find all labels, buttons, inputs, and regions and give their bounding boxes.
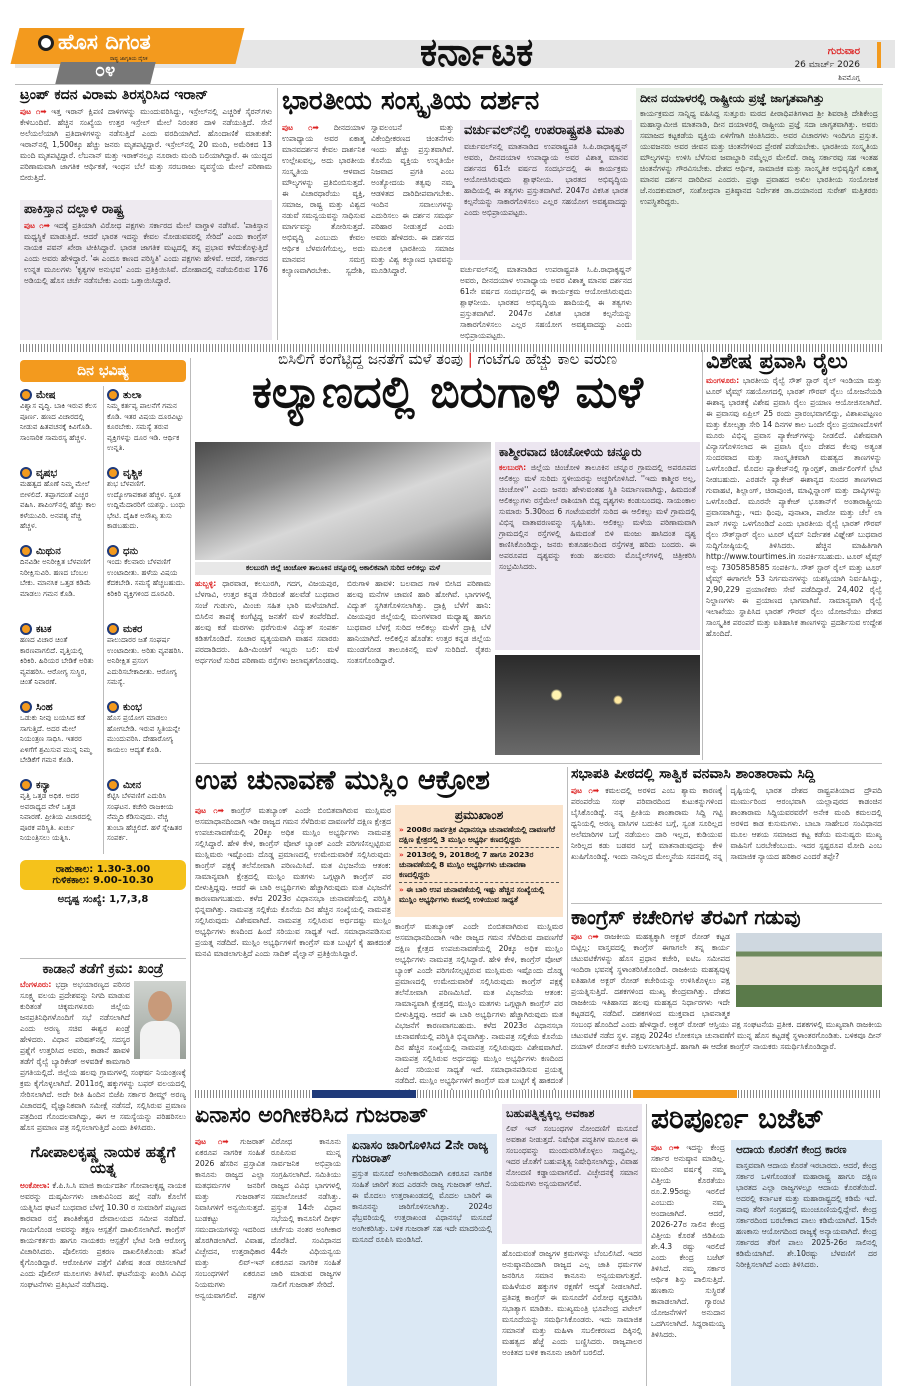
horoscope-sign (107, 542, 186, 620)
article-congress-office (571, 907, 882, 1085)
article-body-continued: ವರ್ಚುವಲ್‌ನಲ್ಲಿ ಮಾತನಾಡಿದ ಉಪರಾಷ್ಟ್ರಪತಿ ಸಿ.ಪಿ.ರಾಧಾಕೃಷ್ಣನ್ ಅವರು, ದೀನದಯಾಳ ಉಪಾಧ್ಯಾಯ ಅವರ ವಿಶಾತ್ಮ ಮಾನವ ದರ್ಶನದ 61ನೇ ವರ್ಷದ ಸಂದರ್ಭದಲ್ಲಿ ಈ ಕಾರ್ಯಕ್ರಮ ಆಯೋಜಿಸಿರುವುದು ಶ್ಲಾಘನೀಯ. ಭಾರತದ ಅಭಿವೃದ್ಧಿಯ ಹಾದಿಯಲ್ಲಿ ಈ ತತ್ವಗಳು ಪ್ರಸ್ತುತವಾಗಿವೆ. 2047ರ ವಿಕಸಿತ ಭಾರತ ಕಲ್ಪನೆಯನ್ನು ಸಾಕಾರಗೊಳಿಸಲು ಎಲ್ಲರ ಸಹಯೋಗ ಅವಶ್ಯವಾದದ್ದು ಎಂದು ಅಭಿಪ್ರಾಯಪಟ್ಟರು. (460, 265, 632, 340)
sidebar-box-revenue-deficit (731, 1140, 882, 1386)
dateline: ಪುಟ ೧➡ (195, 1137, 229, 1146)
article-bharatiya-samskriti (282, 88, 632, 340)
horoscope-sign (20, 386, 99, 464)
zodiac-icon (107, 701, 119, 713)
zodiac-icon (20, 701, 32, 713)
headline[interactable]: ಏನಾಸಂ ಅಂಗೀಕರಿಸಿದ ಗುಜರಾತ್ (195, 1103, 428, 1128)
headline[interactable]: ಪಾಕಿಸ್ತಾನ ದಲ್ಲಾಳಿ ರಾಷ್ಟ್ರ (24, 202, 124, 217)
highlights-box (395, 805, 563, 917)
article-body: ಕಾರ್ಯಕ್ರಮದ ಸಾನ್ನಿಧ್ಯ ವಹಿಸಿದ್ದ ಸುತ್ತೂರು ಮಠದ ಪೀಠಾಧಿಪತಿಗಳಾದ ಶ್ರೀ ಶಿವರಾತ್ರಿ ದೇಶಿಕೇಂದ್ರ ಮಹಾಸ್ವಾಮೀಜಿ ಮಾತನಾಡಿ, ದೀನ ದಯಾಳರಲ್ಲಿ ರಾಷ್ಟ್ರೀಯ ಪ್ರಜ್ಞೆ ಸದಾ ಜಾಗೃತವಾಗಿತ್ತು. ಅವರು ಸಮಾಜದ ಕಟ್ಟಕಡೆಯ ವ್ಯಕ್ತಿಯ ಏಳಿಗೆಗಾಗಿ ಚಿಂತಿಸಿದರು. ಅವರ ವಿಚಾರಗಳು ಇಂದಿಗೂ ಪ್ರಸ್ತುತ. ಯುವಜನರು ಅವರ ಜೀವನ ಮತ್ತು ಚಿಂತನೆಗಳಿಂದ ಪ್ರೇರಣೆ ಪಡೆಯಬೇಕು. ಭಾರತೀಯ ಸಂಸ್ಕೃತಿಯ ಮೌಲ್ಯಗಳನ್ನು ಉಳಿಸಿ ಬೆಳೆಸುವ ಜವಾಬ್ದಾರಿ ನಮ್ಮೆಲ್ಲರ ಮೇಲಿದೆ. ರಾಜ್ಯ ಸರ್ಕಾರವು ಸಹ ಇಂತಹ ಚಿಂತನೆಗಳನ್ನು ಗೌರವಿಸಬೇಕು. ದೇಶದ ಆರ್ಥಿಕ, ಸಾಮಾಜಿಕ ಮತ್ತು ಸಾಂಸ್ಕೃತಿಕ ಅಭಿವೃದ್ಧಿಗೆ ಏಕಾತ್ಮ ಮಾನವ ದರ್ಶನ ದಾರಿದೀಪ ಎಂದರು. ಪ್ರಜ್ಞಾ ಪ್ರವಾಹದ ಅಖಿಲ ಭಾರತೀಯ ಸಂಯೋಜಕ ಜೆ.ನಂದಕುಮಾರ್, ಸಂಶೋಧನಾ ಪ್ರತಿಷ್ಠಾನದ ನಿರ್ದೇಶಕ ಡಾ.ದಯಾನಂದ ಸುರೇಶ್ ಮತ್ತಿತರರು ಉಪಸ್ಥಿತರಿದ್ದರು. (640, 109, 878, 207)
lucky-number-label: ಅದೃಷ್ಟ ಸಂಖ್ಯೆ: (57, 894, 106, 905)
box-body: ಲಿವ್ ಇನ್ ಸಂಬಂಧಗಳ ನೋಂದಣಿಗೆ ಮಸೂದೆ ಅವಕಾಶ ನೀಡುತ್ತದೆ. ನಿಷೇಧಿತ ಪದ್ಧತಿಗಳ ಮೂಲಕ ಈ ಸಂಬಂಧವನ್ನು ಮುಂದುವರಿಸಿಕೊಳ್ಳಲು ಸಾಧ್ಯವಿಲ್ಲ. ಇದರ ಜೊತೆಗೆ ಬಹುಪತ್ನಿತ್ವ ನಿಷೇಧಿಸಲಾಗಿದ್ದು, ವಿವಾಹ ನೋಂದಣಿ ಕಡ್ಡಾಯವಾಗಲಿದೆ. ವಿಚ್ಛೇದನಕ್ಕೆ ಸಮಾನ ನಿಯಮಗಳು ಅನ್ವಯವಾಗಲಿವೆ. (506, 1123, 638, 1188)
rahukala-value: 1.30-3.00 (96, 864, 151, 875)
horoscope-sign (20, 620, 99, 698)
article-body: ಇದನ್ನು ಕೇಂದ್ರ ಸರ್ಕಾರ ಅನುಷ್ಠಾನ ಮಾಡಿಲ್ಲ. ಮುಂದಿನ ವರ್ಷಕ್ಕೆ ನಮ್ಮ ವಿತ್ತೀಯ ಕೊರತೆಯು ರೂ.2.95ರಷ್ಟು ಇರಲಿದೆ ಎಂಬುದು ನಮ್ಮ ಅಂದಾಜಾಗಿದೆ. ಆದರೆ, 2026-27ರ ಸಾಲಿನ ಕೇಂದ್ರ ವಿತ್ತೀಯ ಕೊರತೆ ಜಿಡಿಪಿಯ ಶೇ.4.3 ರಷ್ಟು ಇರಲಿದೆ ಎಂದು ಕೇಂದ್ರ ಬಜೆಟ್ ತಿಳಿಸಿದೆ. ನಮ್ಮ ಸರ್ಕಾರ ಆರ್ಥಿಕ ಶಿಸ್ತು ಪಾಲಿಸುತ್ತಿದೆ. ಹಣಕಾಸು ಸುಸ್ಥಿರತೆ ಕಾಪಾಡಲಾಗಿದೆ. ಗ್ಯಾರಂಟಿ ಯೋಜನೆಗಳಿಗೆ ಅನುದಾನ ಒದಗಿಸಲಾಗಿದೆ. ಸಿದ್ದರಾಮಯ್ಯ ತಿಳಿಸಿದರು. (651, 1143, 726, 1339)
sign-prediction: ಒಡುಕು ನೀವು ಬಯಸಿದ ಕಡೆ ಸಾಗುತ್ತಿದೆ. ಅದರ ಮೇಲೆ ನಿಯಂತ್ರಣ ಸಾಧಿಸಿ. ಇತರರ ಏಳಿಗೆಗೆ ಶ್ರಮಿಸುವ ಮುನ್ನ ನಿಮ್ಮ ಬೇಡಿಕೆಗೆ ಗಮನ ಕೊಡಿ. (20, 713, 92, 764)
sign-prediction: ಪಾಲುದಾರರ ಜತೆ ಸಂಘರ್ಷ ಉಂಟಾದೀತು. ಅರಿತು ವ್ಯವಹರಿಸಿ. ಅನಿರೀಕ್ಷಿತ ಪ್ರಸಂಗ ಎದುರಿಸಬೇಕಾದೀತು. ಆರೋಗ್ಯ ಸಮಸ್ಯೆ. (107, 635, 184, 686)
congress-office-photo (736, 933, 882, 1007)
section-title: ಕರ್ನಾಟಕ (420, 30, 534, 74)
edition-city: ಶಿವಮೊಗ್ಗ (838, 74, 860, 82)
headline[interactable]: ಟ್ರಂಪ್ ಕದನ ವಿರಾಮ ತಿರಸ್ಕರಿಸಿದ ಇರಾನ್ (20, 87, 209, 103)
portrait-photo (134, 981, 186, 1059)
sign-name: ತುಲಾ (123, 389, 142, 401)
sign-prediction: ವೃತ್ತಿ ಒತ್ತಡ ಅಧಿಕ. ಅದರ ಅವರಾಧ್ಯದ ವೇಳೆ ಒತ್ತಡ ನಿವಾರಣೆ. ಪ್ರೀತಿಯ ವಿಚಾರದಲ್ಲಿ ಪೂರಕ ಪರಿಸ್ಥಿತಿ. ಖರ್ಚು ನಿಯಂತ್ರಿಸಲು ಯತ್ನಿಸಿ. (20, 791, 92, 842)
article-budget (651, 1104, 882, 1386)
kicker-separator: | (467, 350, 473, 368)
dateline: ಪುಟ ೧➡ (282, 123, 319, 132)
article-body: ಧಾರವಾಡ, ಕಲಬುರಗಿ, ಗದಗ, ವಿಜಯಪುರ, ಬೆಳಗಾವಿ, ಉತ್ತರ ಕನ್ನಡ ಸೇರಿದಂತೆ ಹಲವೆಡೆ ಬುಧವಾರ ಸಂಜೆ ಗುಡುಗು, ಮಿಂಚು ಸಹಿತ ಭಾರಿ ಮಳೆಯಾಗಿದೆ. ಬಿಸಿಲಿನ ತಾಪಕ್ಕೆ ಕಂಗೆಟ್ಟಿದ್ದ ಜನತೆಗೆ ಮಳೆ ತಂಪೆರೆದಿದೆ. ಹಲವು ಕಡೆ ಮರಗಳು ಧರೆಗುರುಳಿ ವಿದ್ಯುತ್ ಸಂಪರ್ಕ ಕಡಿತಗೊಂಡಿದೆ. ಸಂಚಾರ ವ್ಯತ್ಯಯವಾಗಿ ವಾಹನ ಸವಾರರು ಪರದಾಡಿದರು. ಹಿಡಿ-ಮಿಂಚಿಗೆ ಇಬ್ಬರು ಬಲಿ: ಮಳೆ ಅರ್ಧಗಂಟೆ ಸುರಿದ ಪರಿಣಾಮ ರಸ್ತೆಗಳು ಜಲಾವೃತಗೊಂಡವು. ಬಿರುಗಾಳಿ ಹಾವಳಿ: ಬಲವಾದ ಗಾಳಿ ಬೀಸಿದ ಪರಿಣಾಮ ಹಲವು ಮನೆಗಳ ಚಾವಣಿ ಹಾರಿ ಹೋಗಿವೆ. ಭಾಗಗಳಲ್ಲಿ ವಿದ್ಯುತ್ ಸ್ಥಗಿತಗೊಳಿಸಲಾಗಿತ್ತು. ದ್ರಾಕ್ಷಿ ಬೆಳೆಗೆ ಹಾನಿ: ವಿಜಯಪುರ ಜಿಲ್ಲೆಯಲ್ಲಿ ಮಂಗಳವಾರ ಮಧ್ಯಾಹ್ನ ಹಾಗೂ ಬುಧವಾರ ಬೆಳಗ್ಗೆ ಸುರಿದ ಆಲಿಕಲ್ಲು ಮಳೆಗೆ ದ್ರಾಕ್ಷಿ ಬೆಳೆ ಹಾನಿಯಾಗಿದೆ. ಆಲಿಕಲ್ಲಿನ ಹೊಡೆತ: ಉತ್ತರ ಕನ್ನಡ ಜಿಲ್ಲೆಯ ಮುಂಡಗೋಡ ತಾಲೂಕಿನಲ್ಲಿ ಮಳೆ ಸುರಿದಿದೆ. ರೈತರು ಸಂತಸಗೊಂಡಿದ್ದಾರೆ. (195, 579, 491, 665)
box-body: ವಾಸ್ತವವಾಗಿ ಆದಾಯ ಕೊರತೆ ಇರಬಾರದು. ಆದರೆ, ಕೇಂದ್ರ ಸರ್ಕಾರ ಒಳಗೊಂಡಂತೆ ಮಹಾರಾಷ್ಟ್ರ ಹಾಗೂ ದಕ್ಷಿಣ ಭಾರತದ ಎಲ್ಲಾ ರಾಜ್ಯಗಳಲ್ಲೂ ಆದಾಯ ಕೊರತೆಯಿದೆ. ಅದರಲ್ಲಿ ಕರ್ನಾಟಕ ಮತ್ತು ಮಹಾರಾಷ್ಟ್ರದಲ್ಲಿ ಕಡಿಮೆ ಇದೆ. ನಾವು ತೆರಿಗೆ ಸಂಗ್ರಹದಲ್ಲಿ ಮುಂಚೂಣಿಯಲ್ಲಿದ್ದೇವೆ. ಕೇಂದ್ರ ಸರ್ಕಾರದಿಂದ ಬರಬೇಕಾದ ಪಾಲು ಕಡಿಮೆಯಾಗಿದೆ. 15ನೇ ಹಣಕಾಸು ಆಯೋಗದಿಂದ ರಾಜ್ಯಕ್ಕೆ ಅನ್ಯಾಯವಾಗಿದೆ. ಕೇಂದ್ರ ಸರ್ಕಾರದ ತೆರಿಗೆ ಪಾಲು 2025-26ರ ಸಾಲಿನಲ್ಲಿ ಕಡಿಮೆಯಾಗಿದೆ. ಶೇ.10ರಷ್ಟು ಬೆಳವಣಿಗೆ ದರ ನಿರೀಕ್ಷಿಸಲಾಗಿದೆ ಎಂದು ತಿಳಿಸಿದರು. (736, 1161, 877, 1270)
horoscope-sign (107, 776, 186, 854)
dateline: ಪುಟ ೧➡ (195, 806, 224, 815)
zodiac-icon (20, 545, 32, 557)
headline[interactable]: ಸಭಾಪತಿ ಪೀಠದಲ್ಲಿ ಸಾತ್ವಿಕ ವನವಾಸಿ ಶಾಂತಾರಾಮ ಸಿದ್ದಿ (571, 766, 816, 782)
article-body: ಕಾಂಗ್ರೆಸ್ ಮತಬ್ಯಾಂಕ್ ಎಂದೇ ಬಿಂಬಿತವಾಗಿರುವ ಮುಸ್ಲಿಮರ ಅಸಮಾಧಾನದಿಂದಾಗಿ ಇಡೀ ರಾಜ್ಯದ ಗಮನ ಸೆಳೆದಿರುವ ದಾವಣಗೆರೆ ದಕ್ಷಿಣ ಕ್ಷೇತ್ರದ ಉಪಚುನಾವಣೆಯಲ್ಲಿ 20ಕ್ಕೂ ಅಧಿಕ ಮುಸ್ಲಿಂ ಅಭ್ಯರ್ಥಿಗಳು ನಾಮಪತ್ರ ಸಲ್ಲಿಸಿದ್ದಾರೆ. ಹೇಳಿ ಕೇಳಿ, ಕಾಂಗ್ರೆಸ್ ವೋಟ್ ಬ್ಯಾಂಕ್ ಎಂದೇ ಪರಿಗಣಿಸಲ್ಪಟ್ಟಿರುವ ಮುಸ್ಲಿಮರು ಇಷ್ಟೊಂದು ದೊಡ್ಡ ಪ್ರಮಾಣದಲ್ಲಿ ಉಮೇದುವಾರಿಕೆ ಸಲ್ಲಿಸಿರುವುದು ಕಾಂಗ್ರೆಸ್ ಪಕ್ಷಕ್ಕೆ ತಲೆನೋವಾಗಿ ಪರಿಣಮಿಸಿದೆ. ಮತ ವಿಭಜನೆಯ ಆತಂಕ: ಸಾಮಾನ್ಯವಾಗಿ ಕ್ಷೇತ್ರದಲ್ಲಿ ಮುಸ್ಲಿಂ ಮತಗಳು ಒಗ್ಗಟ್ಟಾಗಿ ಕಾಂಗ್ರೆಸ್ ಪರ ಬೀಳುತ್ತಿದ್ದವು. ಆದರೆ ಈ ಬಾರಿ ಅಭ್ಯರ್ಥಿಗಳು ಹೆಚ್ಚಾಗಿರುವುದು ಮತ ವಿಭಜನೆಗೆ ಕಾರಣವಾಗಬಹುದು. ಕಳೆದ 2023ರ ವಿಧಾನಸಭಾ ಚುನಾವಣೆಯಲ್ಲಿ ಪರಿಸ್ಥಿತಿ ಭಿನ್ನವಾಗಿತ್ತು. ನಾಮಪತ್ರ ಸಲ್ಲಿಕೆಯ ಕೊನೆಯ ದಿನ ಹೆಚ್ಚಿನ ಸಂಖ್ಯೆಯಲ್ಲಿ ನಾಮಪತ್ರ ಸಲ್ಲಿಸಿರುವುದು ವಿಶೇಷವಾಗಿದೆ. ನಾಮಪತ್ರ ಸಲ್ಲಿಸಿರುವ ಅರ್ಧದಷ್ಟು ಮುಸ್ಲಿಂ ಅಭ್ಯರ್ಥಿಗಳು ಕಣದಿಂದ ಹಿಂದೆ ಸರಿಯುವ ಸಾಧ್ಯತೆ ಇದೆ. ಸಮಾಧಾನಪಡಿಸುವ ಪ್ರಯತ್ನ ನಡೆದಿದೆ. ಮುಸ್ಲಿಂ ಅಭ್ಯರ್ಥಿಗಳಿಗೆ ಕಾಂಗ್ರೆಸ್ ಮತ ಬುಟ್ಟಿಗೆ ಕೈ ಹಾಕದಂತೆ ಮನವಿ ಮಾಡಲಾಗುತ್ತಿದೆ ಎಂದು ಸಾದಿಕ್ ಪೈಲ್ವಾನ್ ಪ್ರತಿಕ್ರಿಯಿಸಿದ್ದಾರೆ. (195, 806, 391, 958)
dateline: ಪುಟ ೧➡ (24, 220, 50, 230)
box-body: ಜಿಲ್ಲೆಯ ಚಿಂಚೋಳಿ ತಾಲೂಕಿನ ಚನ್ನೂರ ಗ್ರಾಮದಲ್ಲಿ ಅಪರೂಪದ ಆಲಿಕಲ್ಲು ಮಳೆ ಸುರಿದು ಸ್ಥಳೀಯರನ್ನು ಅಚ್ಚರಿಗೊಳಿಸಿದೆ. ''ಇದು ಕಾಶ್ಮೀರ ಅಲ್ಲ, ಚಿಂಚೋಳಿ'' ಎಂದು ಜನರು ಹೇಳುವಂತಹ ಸ್ಥಿತಿ ನಿರ್ಮಾಣವಾಗಿದ್ದು, ಹಿಮದಂತೆ ಆಲಿಕಲ್ಲುಗಳು ರಸ್ತೆಮೇಲೆ ರಾಶಿಯಾಗಿ ಬಿದ್ದ ದೃಶ್ಯಗಳು ಕಂಡುಬಂದವು. ಸಾಯಂಕಾಲ ಸುಮಾರು 5.30ರಿಂದ 6 ಗಂಟೆಯವರೆಗೆ ಸುರಿದ ಈ ಆಲಿಕಲ್ಲು ಮಳೆ ಗ್ರಾಮದಲ್ಲಿ ವಿಭಿನ್ನ ವಾತಾವರಣವನ್ನು ಸೃಷ್ಟಿಸಿತು. ಆಲಿಕಲ್ಲು ಮಳೆಯ ಪರಿಣಾಮವಾಗಿ ಗ್ರಾಮದಲ್ಲಿನ ರಸ್ತೆಗಳಲ್ಲಿ ಹಿಮದಂತೆ ಬಿಳಿ ಮಂಜು ಹಾಸಿದಂತ ದೃಶ್ಯ ಕಾಣಿಸಿಕೊಂಡಿದ್ದು, ಜನರು ಕುತೂಹಲದಿಂದ ರಸ್ತೆಗಳತ್ತ ಹರಿದು ಬಂದರು. ಈ ಅಪರೂಪದ ದೃಶ್ಯವನ್ನು ಕಂಡು ಹಲವರು ಮೊಬೈಲ್‌ಗಳಲ್ಲಿ ಚಿತ್ರೀಕರಿಸಿ ಸಂಭ್ರಮಿಸಿದರು. (499, 462, 696, 571)
zodiac-icon (107, 623, 119, 635)
sign-prediction: ದಿನವಿಡೀ ಅನಿರೀಕ್ಷಿತ ಬೆಳವಣಿಗೆ ನಿರೀಕ್ಷಿಸುವಿರಿ. ಹಣದ ಬೆಂಬಲ ಬೇಕು. ಮಾನಸಿಕ ಒತ್ತಡ ಕಡಿಮೆ ಮಾಡಲು ಗಮನ ಕೊಡಿ. (20, 557, 92, 598)
headline[interactable]: ಗೋಪಾಲಕೃಷ್ಣ ನಾಯಕ ಹತ್ಯೆಗೆ ಯತ್ನ (30, 1143, 176, 1177)
sign-name: ಕುಂಭ (123, 701, 142, 713)
sign-name: ಸಿಂಹ (36, 701, 53, 713)
article-tourist-train (706, 350, 882, 760)
article-body: ಭದ್ರಾ ಅಭಯಾರಣ್ಯದ ಪರಿಸರ ಸೂಕ್ಷ್ಮ ವಲಯ ಪ್ರದೇಶವನ್ನು ನಿಗದಿ ಮಾಡುವ ಕುರಿತಂತೆ ಚಿಕ್ಕಮಗಳೂರು ಜಿಲ್ಲೆಯ ಜನಪ್ರತಿನಿಧಿಗಳೊಂದಿಗೆ ಸಭೆ ನಡೆಸಲಾಗಿದೆ ಎಂದು ಅರಣ್ಯ ಸಚಿವ ಈಶ್ವರ ಖಂಡ್ರೆ ಹೇಳಿದರು. ವಿಧಾನ ಪರಿಷತ್‌ನಲ್ಲಿ ಸದಸ್ಯರ ಪ್ರಶ್ನೆಗೆ ಉತ್ತರಿಸಿದ ಅವರು, ಕಾಡಾನೆ ಹಾವಳಿ ತಡೆಗೆ ರೈಲ್ವೆ ಬ್ಯಾರಿಕೇಡ್ ಅಳವಡಿಕೆ ಕಾಮಗಾರಿ ಪ್ರಗತಿಯಲ್ಲಿದೆ. ಜಿಲ್ಲೆಯ ಹಲವು ಗ್ರಾಮಗಳಲ್ಲಿ ಸಂಘರ್ಷ ನಿಯಂತ್ರಣಕ್ಕೆ ಕ್ರಮ ಕೈಗೊಳ್ಳಲಾಗಿದೆ. 2011ರಲ್ಲಿ ಹಕ್ಕುಗಳನ್ನು ಬಫರ್ ವಲಯದಲ್ಲಿ ಸೇರಿಸಲಾಗಿದೆ. ಅದೇ ರೀತಿ ಹಿಂದಿನ ಬಿಜೆಪಿ ಸರ್ಕಾರ ಡೀಮ್ಡ್ ಅರಣ್ಯ ವಿಚಾರದಲ್ಲಿ ವೈಜ್ಞಾನಿಕವಾಗಿ ಸಮೀಕ್ಷೆ ನಡೆಸದೆ, ಸಲ್ಲಿಸಿರುವ ಪ್ರಮಾಣ ಪತ್ರದಿಂದ ಗೊಂದಲವಾಗಿದ್ದು, ಈಗ ಆ ಸಮಸ್ಯೆಯನ್ನು ಪರಿಹರಿಸಲು ಹೊಸ ಪ್ರಮಾಣ ಪತ್ರ ಸಲ್ಲಿಸಲಾಗುತ್ತಿದೆ ಎಂದು ತಿಳಿಸಿದರು. (20, 980, 186, 1133)
horoscope-sign (20, 776, 99, 854)
zodiac-icon (20, 467, 32, 479)
zodiac-icon (20, 779, 32, 791)
zodiac-icon (20, 389, 32, 401)
headline[interactable]: ಕಲ್ಯಾಣದಲ್ಲಿ ಬಿರುಗಾಳಿ ಮಳೆ (251, 367, 644, 418)
sidebar-box-chinnur (495, 442, 700, 650)
sign-prediction: ನಿಮ್ಮ ಕರ್ತವ್ಯ ಪಾಲನೆಗೆ ಗಮನ ಕೊಡಿ. ಇತರ ವಿಷಯ ದೂರವಿಟ್ಟು ಕೂರಬೇಕು. ಸಮಸ್ಯೆ ತರುವ ವ್ಯಕ್ತಿಗಳನ್ನು ದೂರ ಇಡಿ. ಆರ್ಥಿಕ ಉನ್ನತಿ. (107, 401, 184, 452)
article-body: ಹೊಂದುವಂತೆ ರಾಜ್ಯಗಳ ಕ್ರಮಗಳನ್ನು ಬೆಂಬಲಿಸಿದೆ. ಇದರ ಅನುಷ್ಠಾನದಿಂದಾಗಿ ರಾಜ್ಯದ ಎಲ್ಲ ಜಾತಿ ಧರ್ಮಗಳ ಜನರಿಗೂ ಸಮಾನ ಕಾನೂನು ಅನ್ವಯವಾಗುತ್ತದೆ. ಮಹಿಳೆಯರ ಹಕ್ಕುಗಳ ರಕ್ಷಣೆಗೆ ಆದ್ಯತೆ ನೀಡಲಾಗಿದೆ. ಪ್ರತಿಪಕ್ಷ ಕಾಂಗ್ರೆಸ್ ಈ ಮಸೂದೆಗೆ ವಿರೋಧ ವ್ಯಕ್ತಪಡಿಸಿ ಸಭಾತ್ಯಾಗ ಮಾಡಿತು. ಮುಖ್ಯಮಂತ್ರಿ ಭೂಪೇಂದ್ರ ಪಟೇಲ್ ಮಸೂದೆಯನ್ನು ಸಮರ್ಥಿಸಿಕೊಂಡರು. ಇದು ಸಾಮಾಜಿಕ ಸಮಾನತೆ ಮತ್ತು ಮಹಿಳಾ ಸಬಲೀಕರಣದ ದಿಕ್ಕಿನಲ್ಲಿ ಮಹತ್ವದ ಹೆಜ್ಜೆ ಎಂದು ಬಣ್ಣಿಸಿದರು. ರಾಜ್ಯಪಾಲರ ಅಂಕಿತದ ಬಳಿಕ ಕಾನೂನು ಜಾರಿಗೆ ಬರಲಿದೆ. (502, 1249, 642, 1357)
dateline: ಅಂಕೋಲಾ: (20, 1180, 50, 1190)
box-headline[interactable]: ಆದಾಯ ಕೊರತೆಗೆ ಕೇಂದ್ರ ಕಾರಣ (736, 1144, 847, 1156)
kicker-secondary: ಗಂಟೆಗೂ ಹೆಚ್ಚು ಕಾಲ ವರುಣ (477, 350, 617, 368)
bullet-icon: » (399, 850, 407, 859)
horoscope-sign (107, 620, 186, 698)
sign-name: ಮಿಥುನ (36, 545, 61, 557)
horoscope-title: ದಿನ ಭವಿಷ್ಯ (20, 360, 186, 382)
article-body: ಕಮಲದಲ್ಲಿ ಅರಳಿದ ಎಂಬ ಶ್ಯಾಮ ಕಾರಣಕ್ಕೆ ಪರಂಪರೆಯ ಸಂಘ ಪರಿವಾರದಿಂದ ಕುಟುಕನ್ನುಗಳಿಂದ ಬೈಸಿಕೊಂಡಿದ್ದೆ. ನನ್ನ ಪ್ರೀತಿಯ ಶಾಂತಾರಾಮ ಸಿದ್ದಿ ಗಟ್ಟಿ ಧ್ವನಿಯಲ್ಲಿ ಅರಣ್ಯ ವಾಸಿಗಳ ಬದುಕಿನ ಬಗ್ಗೆ, ಸ್ವಂತ ಸೂರಿಲ್ಲದ ಅಲೆಮಾರಿಗಳ ಬಗ್ಗೆ ನಡೆಯಲು ದಾರಿ ಇಲ್ಲದ, ಕುಡಿಯುವ ನೀರಿಲ್ಲದ ಕಡು ಬಡವರ ಬಗ್ಗೆ ಮಾತನಾಡುವುದನ್ನು ಕೇಳಿ ಖುಷಿಗೊಂಡಿದ್ದೆ. ಇಂದು ನಾನಿಲ್ಲದ ಮೇಲ್ಮನೆಯ ಸದನದಲ್ಲಿ ನನ್ನ ದೃಷ್ಟಿಯಲ್ಲಿ ಭಾರತ ದೇಶದ ರಾಷ್ಟ್ರಪತಿಯಾದ ದ್ರೌಪದಿ ಮುರ್ಮುರಿಂದ ಆರಂಭವಾಗಿ ಯಲ್ಲಾಪುರದ ಕಾಡಂಚಿನ ಶಾಂತಾರಾಮ ಸಿದ್ದಿಯವರವರೆಗೆ ಅನೇಕ ಮಂದಿ ಕಮಲದಲ್ಲಿ ಅರಳಿದ ಕಾಡ ಕುಸುಮಗಳು. ಬಾಬಾ ಸಾಹೇಬರ ಸಂವಿಧಾನದ ಮೂಲ ಆಶಯ ಸಮಾಜದ ಕಟ್ಟ ಕಡೆಯ ಮನುಷ್ಯರು ಮುಖ್ಯ ವಾಹಿನಿಗೆ ಬರಬೇಕೆಂಬುದು. ಇದರ ಸ್ಪಷ್ಟರೂಪ ಮೋದಿ ಎಂಬ ಸಾಮಾಜಿಕ ನ್ಯಾಯದ ಹರಿಕಾರ ಎಂದರೆ ತಪ್ಪೇ? (571, 785, 882, 861)
dateline: ಬೆಂಗಳೂರು: (20, 980, 52, 990)
sign-name: ವೃಶ್ಚಿಕ (123, 467, 143, 479)
article-polygamy (502, 1104, 642, 1386)
dateline: ಪುಟ ೧➡ (571, 932, 599, 941)
logo[interactable]: ಹೊಸ ದಿಗಂತ (58, 30, 151, 54)
weekday: ಗುರುವಾರ (827, 46, 860, 57)
headline[interactable]: ಉಪ ಚುನಾವಣೆ ಮುಸ್ಲಿಂ ಆಕ್ರೋಶ (195, 765, 490, 796)
box-headline[interactable]: ಬಹುಪತ್ನಿತ್ವಕ್ಕಿಲ್ಲ ಅವಕಾಶ (506, 1107, 595, 1120)
article-pakistan (20, 200, 272, 340)
sign-name: ಧನು (123, 545, 139, 557)
article-sabhapati (571, 767, 882, 900)
sidebar-box-second-state (347, 1134, 497, 1386)
sign-name: ಮೀನ (123, 779, 141, 791)
article-body: ಭಾರತೀಯ ರೈಲ್ವೆ ಸೌತ್ ಸ್ಟಾರ್ ರೈಲ್ ಇಂಡಿಯಾ ಮತ್ತು ಟೂರ್ ಟೈಮ್ಸ್ ಸಹಯೋಗದಲ್ಲಿ ಭಾರತ್ ಗೌರವ್ ರೈಲು ಯೋಜನೆಯಡಿ ಈಶಾನ್ಯ ಭಾರತಕ್ಕೆ ವಿಶೇಷ ಪ್ರವಾಸಿ ರೈಲು ಪ್ರಯಾಣ ಆಯೋಜಿಸಲಾಗಿದೆ. ಈ ಪ್ರವಾಸವು ಏಪ್ರಿಲ್ 25 ರಂದು ಪ್ರಾರಂಭವಾಗಲಿದ್ದು, ವಿಶಾಖಪಟ್ಟಣಂ ಮತ್ತು ಕೋಲ್ಕತ್ತಾ ಸೇರಿ 14 ದಿನಗಳ ಕಾಲ ಒಂದೇ ರೈಲು ಪ್ರಯಾಣದೊಳಗೆ ಮೂರು ವಿಭಿನ್ನ ಪ್ರವಾಸ ಪ್ಯಾಕೇಜ್‌ಗಳನ್ನು ನೀಡಲಿದೆ. ವಿಶೇಷವಾಗಿ ವಿನ್ಯಾಸಗೊಳಿಸಲಾದ ಈ ಪ್ರವಾಸಿ ರೈಲು ದೇಶದ ಕೆಲವು ಅತ್ಯಂತ ಸುಂದರವಾದ ಮತ್ತು ಸಾಂಸ್ಕೃತಿಕವಾಗಿ ಮಹತ್ವದ ತಾಣಗಳನ್ನು ಒಳಗೊಂಡಿದೆ. ಮೊದಲ ಪ್ಯಾಕೇಜ್‌ನಲ್ಲಿ ಗ್ಯಾಂಗ್ಟಕ್, ಡಾರ್ಜಿಲಿಂಗ್‌ಗೆ ಭೇಟಿ ನೀಡಬಹುದು. ಎರಡನೇ ಪ್ಯಾಕೇಜ್ ಈಶಾನ್ಯದ ಸುಂದರ ತಾಣಗಳಾದ ಗುವಾಹಟಿ, ಶಿಲ್ಲಾಂಗ್, ಚಿರಾಪುಂಜಿ, ಮಾವ್ಲಿನ್ನಾಂಗ್ ಮತ್ತು ದಾವ್ಕಿಗಳನ್ನು ಒಳಗೊಂಡಿದೆ. ಮೂರನೇ ಪ್ಯಾಕೇಜ್ ಭೂತಾನ್‌ಗೆ ಅಂತಾರಾಷ್ಟ್ರೀಯ ಪ್ರವಾಸವಾಗಿದ್ದು, ಇದು ಥಿಂಪು, ಪುನಾಖಾ, ಪಾರೋ ಮತ್ತು ಚೆಲೆ ಲಾ ಪಾಸ್ ಗಳನ್ನು ಒಳಗೊಂಡಿದೆ ಎಂದು ಭಾರತೀಯ ರೈಲ್ವೆ ಭಾರತ್ ಗೌರವ್ ರೈಲು ಸೌತ್‌ಸ್ಟಾರ್ ರೈಲು ಟೂರ್ ಟೈಮ್ ನಿರ್ದೇಶಕ ವಿಘ್ನೇಶ್ ಬುಧವಾರ ಸುದ್ದಿಗೋಷ್ಠಿಯಲ್ಲಿ ತಿಳಿಸಿದರು. ಹೆಚ್ಚಿನ ಮಾಹಿತಿಗಾಗಿ http://www.tourtimes.in ಸಂಪರ್ಕಿಸಬಹುದು. ಟೂರ್ ಟೈಮ್ಸ್ ಅನ್ನು 7305858585 ಸಂಪರ್ಕಿಸಿ. ಸೌತ್ ಸ್ಟಾರ್ ರೈಲ್ ಮತ್ತು ಟೂರ್ ಟೈಮ್ಸ್ ಈಗಾಗಲೇ 53 ನಿರ್ಗಮನಗಳನ್ನು ಯಶಸ್ವಿಯಾಗಿ ನಿರ್ವಹಿಸಿದ್ದು, 2,90,229 ಪ್ರಯಾಣಿಕರು ಸೇವೆ ಪಡೆದಿದ್ದಾರೆ. 24,402 ರೈಲ್ವೆ ನಿಲ್ದಾಣಗಳು ಈ ಪ್ರಯಾಣದ ಭಾಗವಾಗಿವೆ. ಸಾಮಾನ್ಯವಾಗಿ ರೈಲ್ವೆ ಇಲಾಖೆಯು ಸ್ಥಾಪಿಸಿದ ಭಾರತ್ ಗೌರವ್ ರೈಲು ಯೋಜನೆಯು ದೇಶದ ಸಾಂಸ್ಕೃತಿಕ ಪರಂಪರೆ ಮತ್ತು ಐತಿಹಾಸಿಕ ತಾಣಗಳನ್ನು ಪ್ರದರ್ಶಿಸುವ ಉದ್ದೇಶ ಹೊಂದಿದೆ. (706, 376, 882, 639)
dateline: ಪುಟ ೧➡ (571, 785, 600, 795)
dateline: ಪುಟ ೧➡ (651, 1143, 680, 1152)
masthead (0, 0, 900, 84)
horoscope-sign (107, 386, 186, 464)
dateline: ಹುಬ್ಬಳ್ಳಿ: (195, 579, 217, 588)
article-gujarat-ucc (195, 1104, 497, 1386)
box-body: ವರ್ಚುವಲ್‌ನಲ್ಲಿ ಮಾತನಾಡಿದ ಉಪರಾಷ್ಟ್ರಪತಿ ಸಿ.ಪಿ.ರಾಧಾಕೃಷ್ಣನ್ ಅವರು, ದೀನದಯಾಳ ಉಪಾಧ್ಯಾಯ ಅವರ ವಿಶಾತ್ಮ ಮಾನವ ದರ್ಶನದ 61ನೇ ವರ್ಷದ ಸಂದರ್ಭದಲ್ಲಿ ಈ ಕಾರ್ಯಕ್ರಮ ಆಯೋಜಿಸಿರುವುದು ಶ್ಲಾಘನೀಯ. ಭಾರತದ ಅಭಿವೃದ್ಧಿಯ ಹಾದಿಯಲ್ಲಿ ಈ ತತ್ವಗಳು ಪ್ರಸ್ತುತವಾಗಿವೆ. 2047ರ ವಿಕಸಿತ ಭಾರತ ಕಲ್ಪನೆಯನ್ನು ಸಾಕಾರಗೊಳಿಸಲು ಎಲ್ಲರ ಸಹಯೋಗ ಅವಶ್ಯವಾದದ್ದು ಎಂದು ಅಭಿಪ್ರಾಯಪಟ್ಟರು. (464, 141, 628, 217)
highlight-point: ಈ ಬಾರಿ ಉಪ ಚುನಾವಣೆಯಲ್ಲಿ ಇಷ್ಟು ಹೆಚ್ಚಿನ ಸಂಖ್ಯೆಯಲ್ಲಿ ಮುಸ್ಲಿಂ ಅಭ್ಯರ್ಥಿಗಳು ಕಣದಲ್ಲಿ ಉಳಿಯುವ ಸಾಧ್ಯತೆ (399, 885, 545, 904)
article-kadane (20, 962, 186, 1142)
flooded-road-photo (495, 655, 700, 755)
lucky-number-value: 1,7,3,8 (109, 894, 149, 905)
page-number: ೦೪ (95, 60, 116, 81)
dateline: ಪುಟ ೧➡ (20, 106, 47, 116)
zodiac-icon (20, 623, 32, 635)
horoscope-sign (20, 464, 99, 542)
headline[interactable]: ಭಾರತೀಯ ಸಂಸ್ಕೃತಿಯ ದರ್ಶನ (282, 86, 540, 116)
hailstorm-photo (195, 442, 491, 560)
sign-name: ಕಟಕ (36, 623, 52, 635)
rahukala-box (20, 860, 186, 890)
article-body: ದೀನದಯಾಳ ಉಪಾಧ್ಯಾಯ ಅವರ ಏಕಾತ್ಮ ಮಾನವದರ್ಶನ ಕೇವಲ ದಾರ್ಶನಿಕ ಉಲ್ಲೇಖವಲ್ಲ, ಅದು ಭಾರತೀಯ ಸಂಸ್ಕೃತಿಯ ಆಳವಾದ ಮೌಲ್ಯಗಳನ್ನು ಪ್ರತಿಬಿಂಬಿಸುತ್ತದೆ. ಈ ವಿಚಾರಧಾರೆಯು ವ್ಯಕ್ತಿ, ಸಮಾಜ, ರಾಷ್ಟ್ರ ಮತ್ತು ವಿಶ್ವದ ನಡುವೆ ಸಮನ್ವಯವನ್ನು ಸಾಧಿಸುವ ಮಾರ್ಗವನ್ನು ತೋರಿಸುತ್ತದೆ. ಅಭಿವೃದ್ಧಿ ಎಂಬುದು ಕೇವಲ ಆರ್ಥಿಕ ಬೆಳವಣಿಗೆಯಲ್ಲ, ಅದು ಮಾನವನ ಸಮಗ್ರ ಕಲ್ಯಾಣವಾಗಿರಬೇಕು. ಸ್ವದೇಶಿ, ಸ್ವಾವಲಂಬನೆ ಮತ್ತು ವಿಕೇಂದ್ರೀಕರಣದ ಚಿಂತನೆಗಳು ಇಂದು ಹೆಚ್ಚು ಪ್ರಸ್ತುತವಾಗಿವೆ. ಕೊನೆಯ ವ್ಯಕ್ತಿಯ ಉನ್ನತಿಯೇ ನಿಜವಾದ ಪ್ರಗತಿ ಎಂಬ ಅಂತ್ಯೋದಯ ತತ್ವವು ನಮ್ಮ ಆಡಳಿತದ ದಾರಿದೀಪವಾಗಬೇಕು. ಇಂದಿನ ಸವಾಲುಗಳನ್ನು ಎದುರಿಸಲು ಈ ದರ್ಶನ ಸಮರ್ಥ ಪರಿಹಾರ ನೀಡುತ್ತದೆ ಎಂದು ಅವರು ಹೇಳಿದರು. ಈ ದರ್ಶನದ ಮೂಲಕ ಭಾರತೀಯ ಸಮಾಜ ಮತ್ತು ವಿಶ್ವ ಕಲ್ಯಾಣದ ಭಾವವನ್ನು ಮೂಡಿಸಿದ್ದಾರೆ. (282, 123, 454, 275)
headline[interactable]: ಪರಿಪೂರ್ಣ ಬಜೆಟ್ (651, 1102, 825, 1135)
zodiac-icon (107, 467, 119, 479)
article-gopalakrishna (20, 1145, 186, 1385)
photo-caption: ಕಲಬುರಗಿ ಜಿಲ್ಲೆ ಚಿಂಚೋಳಿ ತಾಲೂಕಿನ ಚನ್ನೂರಲ್ಲಿ ಅಕಾಲಿಕವಾಗಿ ಸುರಿದ ಆಲಿಕಲ್ಲು ಮಳೆ (195, 562, 491, 575)
sign-name: ಕನ್ಯಾ (36, 779, 51, 791)
sign-name: ಮಕರ (123, 623, 143, 635)
article-body: ರಾಜಕೀಯ ಮಹತ್ವಕ್ಕಾಗಿ ಅಕ್ಬರ್ ರೋಡ್ ಕಟ್ಟಡ ಬಿಟ್ಟಿಲ್ಲ: ವಾಸ್ತವದಲ್ಲಿ ಕಾಂಗ್ರೆಸ್ ಈಗಾಗಲೇ ತನ್ನ ಕಾರ್ಯ ಚಟುವಟಿಕೆಗಳನ್ನು ಹೊಸ ಪ್ರಧಾನ ಕಚೇರಿ, ಐಟಿಒ ಸಮೀಪದ ಇಂದಿರಾ ಭವನಕ್ಕೆ ಸ್ಥಳಾಂತರಿಸಿಕೊಂಡಿದೆ. ರಾಜಕೀಯ ಮಹತ್ವವುಳ್ಳ ಐತಿಹಾಸಿಕ ಅಕ್ಬರ್ ರೋಡ್ ಕಚೇರಿಯನ್ನು ಉಳಿಸಿಕೊಳ್ಳಲು ಪಕ್ಷ ಪ್ರಯತ್ನಿಸುತ್ತಿದೆ. ದಶಕಗಳಿಂದ ಮುಖ್ಯ ಕೇಂದ್ರವಾಗಿತ್ತು. ದೇಶದ ರಾಜಕೀಯ ಇತಿಹಾಸದ ಹಲವು ಮಹತ್ವದ ನಿರ್ಧಾರಗಳು ಇದೇ ಕಟ್ಟಡದಲ್ಲಿ ನಡೆದಿವೆ. ದಶಕಗಳಿಂದ ಮುಕ್ತವಾದ ಭಾವನಾತ್ಮಕ ಸಂಬಂಧ ಹೊಂದಿದೆ ಎಂದು ಹೇಳಿದ್ದಾರೆ. ಅಕ್ಬರ್ ರೋಡ್ ಆಸ್ತಿಯು ಪಕ್ಷ ಸಂಘಟನೆಯ ಪ್ರತೀಕ. ದಶಕಗಳಲ್ಲಿ ಮುಖ್ಯವಾಗಿ ರಾಜಕೀಯ ಚಟುವಟಿಕೆ ನಡೆದ ಸ್ಥಳ. ಪಕ್ಷವು 2024ರ ಲೋಕಸಭಾ ಚುನಾವಣೆಗೆ ಮುನ್ನ ಹೊಸ ಕಟ್ಟಡಕ್ಕೆ ಸ್ಥಳಾಂತರಗೊಂಡಿತು. ಬಳಿಕವೂ ದೀನ್ ದಯಾಳ್ ರೋಡ್‌ನ ಕಚೇರಿ ಬಳಸಲಾಗುತ್ತಿದೆ. ಹಾಗಾಗಿ ಈ ಆದೇಶ ಕಾಂಗ್ರೆಸ್ ನಾಯಕರು ಸಮರ್ಥಿಸಿಕೊಂಡಿದ್ದಾರೆ. (571, 932, 882, 1051)
sign-prediction: ಮಹತ್ವದ ಹೊಣೆ ನಿಮ್ಮ ಮೇಲೆ ಬೀಳಲಿದೆ. ತಪ್ಪಾಗದಂತೆ ಎಚ್ಚರ ವಹಿಸಿ. ಶಾಪಿಂಗ್‌ನಲ್ಲಿ ಹೆಚ್ಚು ಕಾಲ ಕಳೆಯುವಿರಿ. ಅನವಶ್ಯ ವೆಚ್ಚ ಹೆಚ್ಚಳ. (20, 479, 97, 530)
article-deena-dayal (636, 88, 882, 340)
gulika-label: ಗುಳಿಕಕಾಲ: (52, 875, 90, 886)
gulika-value: 9.00-10.30 (93, 875, 154, 886)
sign-prediction: ಕೆಟ್ಟಿಸಿ ಬೆಳವಣಿಗೆ ಎದುರಿಸಿ ಸಂಘಟನ. ಕಚೇರಿ ರಾಜಕೀಯ ನೆಮ್ಮದಿ ಕೆಡಿಸುವುದು. ವೆಚ್ಚ ತುಂಬಾ ಹೆಚ್ಚಲಿದೆ. ಹಳೆ ಸ್ನೇಹಿತರ ಸಂಪರ್ಕ. (107, 791, 183, 842)
highlight-point: 2008ರ ಸಾರ್ವತ್ರಿಕ ವಿಧಾನಸಭಾ ಚುನಾವಣೆಯಲ್ಲಿ ದಾವಣಗೆರೆ ದಕ್ಷಿಣ ಕ್ಷೇತ್ರದಲ್ಲಿ 3 ಮುಸ್ಲಿಂ ಅಭ್ಯರ್ಥಿ ಕಣದಲ್ಲಿದ್ದರು (399, 825, 556, 844)
sign-name: ಮೇಷ (36, 389, 56, 401)
article-by-election (195, 767, 563, 1085)
box-headline[interactable]: ಕಾಶ್ಮೀರವಾದ ಚಿಂಚೋಳಿಯ ಚನ್ನೂರು (499, 445, 642, 459)
sign-prediction: ಹೊಸ ಪ್ರಯೋಗ ಮಾಡಲು ಹೋಗಬೇಡಿ. ಇರುವ ಸ್ಥಿತಿಯನ್ನೇ ಮುಂದುವರಿಸಿ. ದೇಹಾರೋಗ್ಯ ಕಾಯಲು ಆದ್ಯತೆ ಕೊಡಿ. (107, 713, 181, 754)
sign-prediction: ವಿಶ್ವಾಸ ವೃದ್ಧಿ. ಬಾಕಿ ಇರುವ ಕೆಲಸ ಪೂರ್ಣ. ಹಣದ ವಿಚಾರದಲ್ಲಿ ನೀಡುವ ಹಿತವಚನಕ್ಕೆ ಕಿವಿಗೊಡಿ. ಸಾಂಸಾರಿಕ ಸಾಮರಸ್ಯ ಹೆಚ್ಚಳ. (20, 401, 97, 442)
zodiac-icon (107, 389, 119, 401)
article-trump-iran (20, 88, 272, 196)
horoscope-sign (107, 698, 186, 776)
article-body: ಗುಜರಾತ್ ಏಕರೂಪ ನಾಗರಿಕ ಸಂಹಿತೆ 2026 ಹೆಸರಿನ ಪ್ರಸ್ತಾವಿತ ಕಾನೂನು ರಾಜ್ಯದ ಎಲ್ಲಾ ಮತಧರ್ಮಗಳ ಜನರಿಗೆ ಮತ್ತು ಗುಜರಾತ್‌ನ ನಿವಾಸಿಗಳಿಗೆ ಅನ್ವಯಿಸುತ್ತದೆ. ಬುಡಕಟ್ಟು ಸಮುದಾಯಗಳನ್ನು ಇದರಿಂದ ಹೊರಗಿಡಲಾಗಿದೆ. ವಿವಾಹ, ವಿಚ್ಛೇದನ, ಉತ್ತರಾಧಿಕಾರ ಮತ್ತು ಲಿವ್-ಇನ್ ಸಂಬಂಧಗಳಿಗೆ ಏಕರೂಪ ನಿಯಮಗಳು ಅನ್ವಯವಾಗಲಿವೆ. ಪಕ್ಷಗಳ ವಿರೋಧ ಕಾನೂನು ರೂಪಿಸುವ ಮುನ್ನ ಸಾರ್ವಜನಿಕ ಅಭಿಪ್ರಾಯ ಸಂಗ್ರಹಿಸಲಾಗಿದೆ. ಸಮಿತಿಯು ರಾಜ್ಯದ ವಿವಿಧ ಭಾಗಗಳಲ್ಲಿ ಸಮಾಲೋಚನೆ ನಡೆಸಿತ್ತು. ಪ್ರಸ್ತುತ 14ನೇ ವಿಧಾನ ಸಭೆಯಲ್ಲಿ ಕಾನೂನಿಗೆ ದೀರ್ಘ ಚರ್ಚೆಯ ನಂತರ ಅಂಗೀಕಾರ ದೊರೆತಿದೆ. ಸಂವಿಧಾನದ 44ನೇ ವಿಧಿಯನ್ವಯ ಏಕರೂಪ ನಾಗರಿಕ ಸಂಹಿತೆ ಜಾರಿ ಮಾಡುವ ರಾಜ್ಯಗಳ ಸಾಲಿಗೆ ಗುಜರಾತ್ ಸೇರಿದೆ. (195, 1137, 341, 1300)
headline[interactable]: ದೀನ ದಯಾಳರಲ್ಲಿ ರಾಷ್ಟ್ರೀಯ ಪ್ರಜ್ಞೆ ಜಾಗೃತವಾಗಿತ್ತು (640, 91, 825, 105)
box-headline[interactable]: ವರ್ಚುವಲ್‌ನಲ್ಲಿ ಉಪರಾಷ್ಟ್ರಪತಿ ಮಾತು (464, 123, 625, 138)
headline[interactable]: ವಿಶೇಷ ಪ್ರವಾಸಿ ರೈಲು (706, 349, 848, 373)
article-body-continued: ಕಾಂಗ್ರೆಸ್ ಮತಬ್ಯಾಂಕ್ ಎಂದೇ ಬಿಂಬಿತವಾಗಿರುವ ಮುಸ್ಲಿಮರ ಅಸಮಾಧಾನದಿಂದಾಗಿ ಇಡೀ ರಾಜ್ಯದ ಗಮನ ಸೆಳೆದಿರುವ ದಾವಣಗೆರೆ ದಕ್ಷಿಣ ಕ್ಷೇತ್ರದ ಉಪಚುನಾವಣೆಯಲ್ಲಿ 20ಕ್ಕೂ ಅಧಿಕ ಮುಸ್ಲಿಂ ಅಭ್ಯರ್ಥಿಗಳು ನಾಮಪತ್ರ ಸಲ್ಲಿಸಿದ್ದಾರೆ. ಹೇಳಿ ಕೇಳಿ, ಕಾಂಗ್ರೆಸ್ ವೋಟ್ ಬ್ಯಾಂಕ್ ಎಂದೇ ಪರಿಗಣಿಸಲ್ಪಟ್ಟಿರುವ ಮುಸ್ಲಿಮರು ಇಷ್ಟೊಂದು ದೊಡ್ಡ ಪ್ರಮಾಣದಲ್ಲಿ ಉಮೇದುವಾರಿಕೆ ಸಲ್ಲಿಸಿರುವುದು ಕಾಂಗ್ರೆಸ್ ಪಕ್ಷಕ್ಕೆ ತಲೆನೋವಾಗಿ ಪರಿಣಮಿಸಿದೆ. ಮತ ವಿಭಜನೆಯ ಆತಂಕ: ಸಾಮಾನ್ಯವಾಗಿ ಕ್ಷೇತ್ರದಲ್ಲಿ ಮುಸ್ಲಿಂ ಮತಗಳು ಒಗ್ಗಟ್ಟಾಗಿ ಕಾಂಗ್ರೆಸ್ ಪರ ಬೀಳುತ್ತಿದ್ದವು. ಆದರೆ ಈ ಬಾರಿ ಅಭ್ಯರ್ಥಿಗಳು ಹೆಚ್ಚಾಗಿರುವುದು ಮತ ವಿಭಜನೆಗೆ ಕಾರಣವಾಗಬಹುದು. ಕಳೆದ 2023ರ ವಿಧಾನಸಭಾ ಚುನಾವಣೆಯಲ್ಲಿ ಪರಿಸ್ಥಿತಿ ಭಿನ್ನವಾಗಿತ್ತು. ನಾಮಪತ್ರ ಸಲ್ಲಿಕೆಯ ಕೊನೆಯ ದಿನ ಹೆಚ್ಚಿನ ಸಂಖ್ಯೆಯಲ್ಲಿ ನಾಮಪತ್ರ ಸಲ್ಲಿಸಿರುವುದು ವಿಶೇಷವಾಗಿದೆ. ನಾಮಪತ್ರ ಸಲ್ಲಿಸಿರುವ ಅರ್ಧದಷ್ಟು ಮುಸ್ಲಿಂ ಅಭ್ಯರ್ಥಿಗಳು ಕಣದಿಂದ ಹಿಂದೆ ಸರಿಯುವ ಸಾಧ್ಯತೆ ಇದೆ. ಸಮಾಧಾನಪಡಿಸುವ ಪ್ರಯತ್ನ ನಡೆದಿದೆ. ಮುಸ್ಲಿಂ ಅಭ್ಯರ್ಥಿಗಳಿಗೆ ಕಾಂಗ್ರೆಸ್ ಮತ ಬುಟ್ಟಿಗೆ ಕೈ ಹಾಕದಂತೆ (395, 922, 563, 1085)
sign-prediction: ಹಣದ ವಿಚಾರ ಚಿಂತೆ ಕಾರಣವಾಗಲಿದೆ. ವೃತ್ತಿಯಲ್ಲಿ ಕಿರಿಕಿರಿ. ಹಿರಿಯರ ಬೇಡಿಕೆ ಅರಿತು ವ್ಯವಹರಿಸಿ. ಆರೋಗ್ಯ ಸುಸ್ಥಿರ, ಚಿಂತೆ ನಿವಾರಣೆ. (20, 635, 94, 686)
article-body: ಇತ್ತ ಇರಾನ್ ಕ್ಷಿಪಣಿ ದಾಳಿಗಳನ್ನು ಮುಂದುವರಿಸಿದ್ದು, ಇಸ್ರೇಲ್‌ನಲ್ಲಿ ಎಚ್ಚರಿಕೆ ಸೈರನ್‌ಗಳು ಕೇಳಿಬಂದಿವೆ. ಹೆಚ್ಚಿನ ಸಂಖ್ಯೆಯ ಉತ್ತರ ಇಸ್ರೇಲ್ ಮೇಲೆ ನಿರಂತರ ದಾಳಿ ನಡೆಯುತ್ತಿದೆ. ಸೇನೆ ಅಲೆಯಲೆಯಾಗಿ ಪ್ರತಿದಾಳಿಗಳನ್ನು ನಡೆಸುತ್ತಿದೆ ಎಂದು ವರದಿಯಾಗಿದೆ. ಹೊಂದಾಣಿಕೆ ಮಾತುಕತೆ: ಇರಾನ್‌ನಲ್ಲಿ 1,500ಕ್ಕೂ ಹೆಚ್ಚು ಜನರು ಮೃತಪಟ್ಟಿದ್ದಾರೆ. ಇಸ್ರೇಲ್‌ನಲ್ಲಿ 20 ಮಂದಿ, ಅಮೆರಿಕದ 13 ಮಂದಿ ಮೃತಪಟ್ಟಿದ್ದಾರೆ. ಲೆಬನಾನ್ ಮತ್ತು ಇರಾಕ್‌ನಲ್ಲೂ ನೂರಾರು ಮಂದಿ ಬಲಿಯಾಗಿದ್ದಾರೆ. ಈ ಯುದ್ಧದ ಪರಿಣಾಮವಾಗಿ ಜಾಗತಿಕ ಆರ್ಥಿಕತೆ, ಇಂಧನ ಬೆಲೆ ಮತ್ತು ಸರಬರಾಜು ವ್ಯವಸ್ಥೆಯ ಮೇಲೆ ಪರಿಣಾಮ ಬೀರುತ್ತಿದೆ. (20, 106, 272, 182)
sign-prediction: ಶುಭ ಬೆಳವಣಿಗೆ. ಉದ್ಯೋಗಾವಕಾಶ ಹೆಚ್ಚಳ. ಸ್ವಂತ ಉದ್ದಿಮೆದಾರರಿಗೆ ಯಶಸ್ಸು. ಬಂಧು ಭೇಟಿ. ದೈಹಿಕ ಅಸೌಖ್ಯ ತುಸು ಕಾಡಬಹುದು. (107, 479, 186, 530)
article-rain (195, 350, 700, 760)
zodiac-icon (107, 545, 119, 557)
dateline: ಮಂಗಳೂರು: (706, 376, 740, 386)
article-body: ಕೆ.ಪಿ.ಸಿ.ಸಿ ಮಾಜಿ ಕಾರ್ಯದರ್ಶಿ ಗೋಪಾಲಕೃಷ್ಣ ನಾಯಕ ಅವರನ್ನು ದುಷ್ಕರ್ಮಿಗಳು ಚಾಕುವಿನಿಂದ ಹಲ್ಲೆ ನಡೆಸಿ ಕೊಲೆಗೆ ಯತ್ನಿಸಿದ ಘಟನೆ ಬುಧವಾರ ಬೆಳಗ್ಗೆ 10.30 ರ ಸುಮಾರಿಗೆ ಪಟ್ಟಣದ ಕಾರವಾರ ರಸ್ತೆ ಶಾಂತಿಕೇಶ್ವರ ದೇವಾಲಯದ ಸಮೀಪ ನಡೆದಿದೆ. ಗಾಯಗೊಂಡ ಅವರನ್ನು ತಕ್ಷಣ ಆಸ್ಪತ್ರೆಗೆ ದಾಖಲಿಸಲಾಗಿದೆ. ಕಾಂಗ್ರೆಸ್ ಕಾರ್ಯಕರ್ತರು ಹಾಗೂ ನಾಯಕರು ಆಸ್ಪತ್ರೆಗೆ ಭೇಟಿ ನೀಡಿ ಆರೋಗ್ಯ ವಿಚಾರಿಸಿದರು. ಪೊಲೀಸರು ಪ್ರಕರಣ ದಾಖಲಿಸಿಕೊಂಡು ತನಿಖೆ ಕೈಗೊಂಡಿದ್ದಾರೆ. ಆರೋಪಿಗಳ ಪತ್ತೆಗೆ ವಿಶೇಷ ತಂಡ ರಚಿಸಲಾಗಿದೆ ಎಂದು ಪೊಲೀಸ್ ಮೂಲಗಳು ತಿಳಿಸಿವೆ. ಘಟನೆಯನ್ನು ಖಂಡಿಸಿ ವಿವಿಧ ಸಂಘಟನೆಗಳು ಪ್ರತಿಭಟನೆ ನಡೆಸಿದವು. (20, 1180, 186, 1289)
box-headline[interactable]: ಏನಾಸಂ ಜಾರಿಗೊಳಿಸಿದ 2ನೇ ರಾಜ್ಯ ಗುಜರಾತ್ (352, 1138, 489, 1165)
box-body: ಪ್ರಸ್ತುತ ಮಸೂದೆ ಅಂಗೀಕಾರದಿಂದಾಗಿ ಏಕರೂಪ ನಾಗರಿಕ ಸಂಹಿತೆ ಜಾರಿಗೆ ತಂದ ಎರಡನೇ ರಾಜ್ಯ ಗುಜರಾತ್ ಆಗಿದೆ. ಈ ಮೊದಲು ಉತ್ತರಾಖಂಡದಲ್ಲಿ ಮೊದಲ ಬಾರಿಗೆ ಈ ಕಾನೂನನ್ನು ಜಾರಿಗೊಳಿಸಲಾಗಿತ್ತು. 2024ರ ಫೆಬ್ರವರಿಯಲ್ಲಿ ಉತ್ತರಾಖಂಡ ವಿಧಾನಸಭೆ ಮಸೂದೆ ಅಂಗೀಕರಿಸಿತ್ತು. ಬಳಿಕ ಗುಜರಾತ್‌ ಸಹ ಇದೇ ಮಾದರಿಯಲ್ಲಿ ಮಸೂದೆ ರೂಪಿಸಿ ಮಂಡಿಸಿದೆ. (352, 1169, 492, 1245)
headline[interactable]: ಕಾಂಗ್ರೆಸ್ ಕಚೇರಿಗಳ ತೆರವಿಗೆ ಗಡುವು (571, 905, 801, 929)
sign-name: ವೃಷಭ (36, 467, 58, 479)
horoscope-sign (107, 464, 186, 542)
horoscope-sign (20, 542, 99, 620)
logo-emblem-icon (38, 35, 54, 51)
bullet-icon: » (399, 825, 407, 834)
rahukala-label: ರಾಹುಕಾಲ: (55, 864, 94, 875)
bullet-icon: » (399, 885, 407, 894)
kicker: ಬಿಸಿಲಿಗೆ ಕಂಗೆಟ್ಟಿದ್ದ ಜನತೆಗೆ ಮಳೆ ತಂಪು (278, 350, 463, 368)
article-body: ಇದಕ್ಕೆ ಪ್ರತಿಯಾಗಿ ವಿರೋಧ ಪಕ್ಷಗಳು ಸರ್ಕಾರದ ಮೇಲೆ ವಾಗ್ದಾಳಿ ನಡೆಸಿವೆ. 'ಪಾಕಿಸ್ತಾನ ಮಧ್ಯಸ್ಥಿಕೆ ಮಾಡುತ್ತಿದೆ. ಆದರೆ ಭಾರತ ಇದನ್ನು ಕೇವಲ ನೋಡುವವರಲ್ಲಿ ಸೇರಿದೆ' ಎಂದು ಕಾಂಗ್ರೆಸ್ ನಾಯಕ ಪವನ್ ಖೇರಾ ಟೀಕಿಸಿದ್ದಾರೆ. ಭಾರತ ಜಾಗತಿಕ ಮಟ್ಟದಲ್ಲಿ ತನ್ನ ಪ್ರಭಾವ ಕಳೆದುಕೊಳ್ಳುತ್ತಿದೆ ಎಂದು ಅವರು ಹೇಳಿದ್ದಾರೆ. 'ಈ ಎಂದೂ ಕಾಣದ ಪರಿಸ್ಥಿತಿ' ಎಂದು ಪಕ್ಷಗಳು ಹೇಳಿವೆ. ಆದರೆ, ಸರ್ಕಾರದ ಉನ್ನತ ಮೂಲಗಳು 'ಕೃತ್ಯಗಳ ಅನುಭವ' ಎಂದು ಪ್ರತಿಕ್ರಿಯಿಸಿವೆ. ದೋಹಾದಲ್ಲಿ ನಡೆಯಲಿರುವ 176 ಅಡಿಯಲ್ಲಿ ಹೊಸ ಚರ್ಚೆ ನಡೆಸಬೇಕು ಎಂದು ಒತ್ತಾಯಿಸಿದ್ದಾರೆ. (24, 220, 268, 285)
highlight-point: 2013ರಲ್ಲಿ 9, 2018ರಲ್ಲಿ 7 ಹಾಗೂ 2023ರ ಚುನಾವಣೆಯಲ್ಲಿ 8 ಮುಸ್ಲಿಂ ಅಭ್ಯರ್ಥಿಗಳು ಚುನಾವಣಾ ಕಣದಲ್ಲಿದ್ದರು (399, 850, 534, 879)
horoscope-panel (20, 360, 186, 958)
logo-tagline: ರಾಷ್ಟ್ರ ಜಾಗೃತಿಯ ದೈನಿಕ (110, 56, 148, 62)
horoscope-sign (20, 698, 99, 776)
sign-prediction: ಇಂದು ಕೆಲವಾರು ಬೆಳವಣಿಗೆ ಉಂಟಾದೀತು. ಹಳೆಯ ವಿಷಯ ಕೆದಕಬೇಡಿ. ಸಮಸ್ಯೆ ಹೆಚ್ಚಬಹುದು. ಕಿರಿಕಿರಿ ವ್ಯಕ್ತಿಗಳಿಂದ ದೂರವಿರಿ. (107, 557, 186, 598)
box-headline: ಪ್ರಮುಖಾಂಶ (454, 808, 504, 822)
date: 26 ಮಾರ್ಚ್ 2026 (794, 60, 860, 70)
sidebar-box-vice-president (460, 120, 632, 260)
sidebar-box-polygamy (502, 1104, 642, 1244)
headline[interactable]: ಕಾಡಾನೆ ತಡೆಗೆ ಕ್ರಮ: ಖಂಡ್ರೆ (42, 961, 164, 977)
zodiac-icon (107, 779, 119, 791)
dateline: ಕಲಬುರಗಿ: (499, 462, 527, 472)
